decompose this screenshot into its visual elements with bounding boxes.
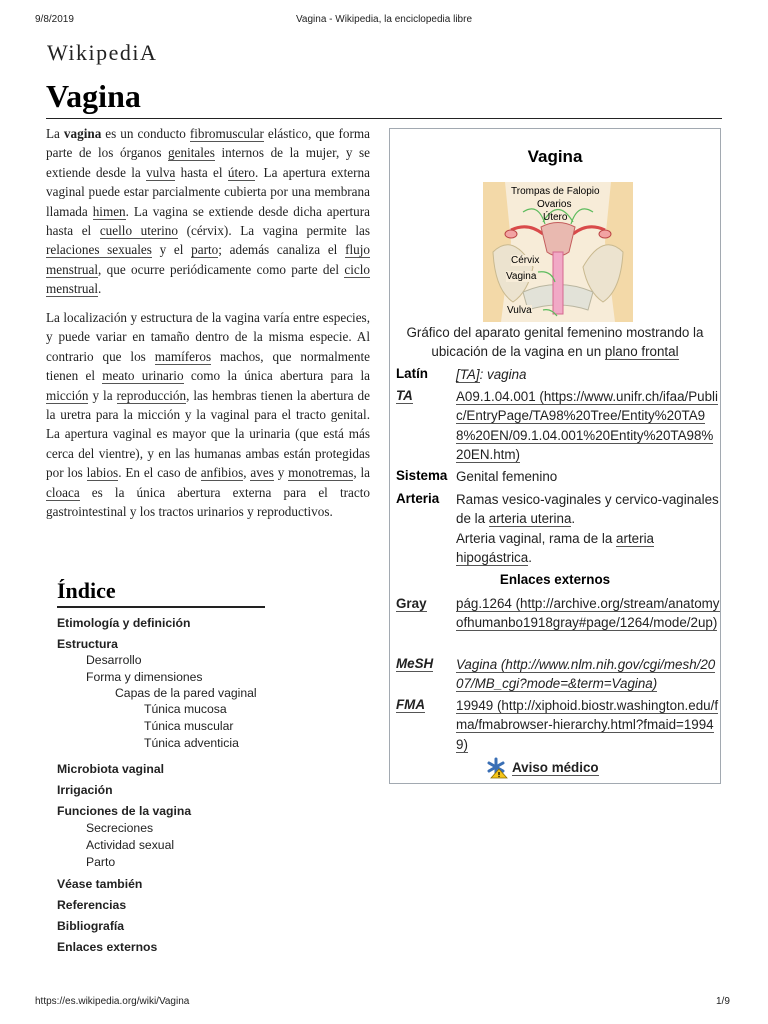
link-utero[interactable]: útero (227, 164, 255, 180)
link-labios[interactable]: labios (86, 465, 119, 481)
page-title: Vagina (46, 78, 141, 114)
diagram-label-vulva: Vulva (507, 305, 532, 316)
fma-label: FMA (396, 697, 426, 712)
sistema-label: Sistema (396, 468, 448, 483)
link-plano-frontal[interactable]: plano frontal (604, 344, 679, 360)
toc-item[interactable]: Microbiota vaginal (57, 762, 164, 776)
toc-item[interactable]: Bibliografía (57, 919, 125, 933)
toc-title: Índice (57, 578, 116, 603)
diagram-label-utero: Útero (543, 212, 568, 223)
medical-warning-icon (486, 757, 508, 779)
arteria-value: Ramas vesico-vaginales y cervico-vaginales de la arteria uterina. Arteria vaginal, rama de la arteria hipogástrica. (456, 492, 719, 566)
link-ciclo-menstrual[interactable]: ciclo menstrual (46, 261, 370, 297)
link-anfibios[interactable]: anfibios (200, 465, 244, 481)
diagram-label-ovarios: Ovarios (537, 199, 572, 210)
toc-item[interactable]: Túnica adventicia (144, 736, 239, 750)
link-miccion[interactable]: micción (46, 387, 89, 403)
footer-url: https://es.wikipedia.org/wiki/Vagina (35, 996, 190, 1007)
toc-item[interactable]: Túnica mucosa (144, 702, 227, 716)
print-doc-title: Vagina - Wikipedia, la enciclopedia libre (295, 14, 473, 25)
link-parto[interactable]: parto (191, 242, 219, 258)
mesh-label: MeSH (396, 656, 434, 671)
toc-item[interactable]: Funciones de la vagina (57, 804, 192, 818)
diagram-label-vagina: Vagina (506, 271, 537, 282)
link-monotremas[interactable]: monotremas (288, 465, 354, 481)
ta-label: TA (396, 388, 413, 403)
link-arteria-hipogastrica[interactable]: arteria hipogástrica (456, 530, 654, 566)
link-flujo-menstrual[interactable]: flujo menstrual (46, 242, 370, 277)
toc-item[interactable]: Secreciones (86, 821, 154, 835)
sistema-value: Genital femenino (456, 469, 558, 484)
link-vulva[interactable]: vulva (146, 164, 176, 180)
intro-paragraph-2: La localización y estructura de la vagina varía entre especies, y puede variar en tamaño dentro de la misma especie. Al contrario que los mamíferos machos, que normalmente tienen el meato urinario como la única abertura para la micción y la reproducción, las hembras tienen la abertura de la uretra para la micción y la vaginal para el tracto genital. La apertura vaginal es mayor que la urinaria (que está más cerca del vientre), y en las humanas ambas están protegidas por los labios. En el caso de anfibios, aves y monotremas, la cloaca es la única abertura externa para el tracto gastrointestinal y los tractos urinarios y reproductivos. (46, 310, 371, 520)
diagram-label-cervix: Cérvix (511, 255, 540, 266)
link-ta[interactable]: [TA] (456, 367, 480, 382)
latin-value: [TA]: vagina (456, 367, 527, 382)
toc-item[interactable]: Etimología y definición (57, 616, 191, 630)
page-number: 1/9 (716, 996, 730, 1007)
toc-item[interactable]: Desarrollo (86, 653, 142, 667)
link-ta-url[interactable]: A09.1.04.001 (https://www.unifr.ch/ifaa/Public/EntryPage/TA98%20Tree/Entity%20TA98%20EN/09.1.04.001%20Entity%20TA98%20EN.htm) (456, 389, 719, 463)
link-relaciones-sexuales[interactable]: relaciones sexuales (46, 242, 152, 258)
toc-item[interactable]: Enlaces externos (57, 940, 158, 954)
link-mamiferos[interactable]: mamíferos (154, 348, 212, 364)
mesh-value (456, 655, 720, 694)
ta-value (456, 387, 720, 465)
toc-item[interactable]: Véase también (57, 877, 143, 891)
link-himen[interactable]: himen (92, 203, 126, 219)
toc-item[interactable]: Parto (86, 855, 116, 869)
toc-item[interactable]: Irrigación (57, 783, 113, 797)
intro-paragraph-1: La vagina es un conducto fibromuscular elástico, que forma parte de los órganos genitales internos de la mujer, y se extiende desde la vulva hasta el útero. La apertura externa vaginal puede estar parcialmente cubierta por una membrana llamada himen. La vagina se extiende desde dicha apertura hasta el cuello uterino (cérvix). La vagina permite las relaciones sexuales y el parto; además canaliza el flujo menstrual, que ocurre periódicamente como parte del ciclo menstrual. (46, 126, 370, 297)
fma-value (456, 696, 720, 754)
diagram-caption: Gráfico del aparato genital femenino mostrando la ubicación de la vagina en un plano frontal (406, 325, 704, 360)
diagram-label-trompas: Trompas de Falopio (511, 186, 600, 197)
link-arteria-uterina[interactable]: arteria uterina (488, 511, 572, 527)
toc-item[interactable]: Actividad sexual (86, 838, 175, 852)
gray-value (456, 594, 720, 633)
link-fma-url[interactable]: 19949 (http://xiphoid.biostr.washington.edu/fma/fmabrowser-hierarchy.html?fmaid=19949) (456, 698, 719, 752)
toc-item[interactable]: Capas de la pared vaginal (115, 686, 257, 700)
link-aves[interactable]: aves (250, 465, 274, 481)
link-gray-url[interactable]: pág.1264 (http://archive.org/stream/anatomyofhumanbo1918gray#page/1264/mode/2up) (456, 596, 720, 631)
latin-label: Latín (396, 366, 428, 381)
link-fibromuscular[interactable]: fibromuscular (189, 126, 264, 141)
toc-item[interactable]: Forma y dimensiones (86, 670, 203, 684)
link-reproduccion[interactable]: reproducción (116, 387, 187, 403)
toc-item[interactable]: Referencias (57, 898, 127, 912)
link-mesh-url[interactable]: Vagina (http://www.nlm.nih.gov/cgi/mesh/2007/MB_cgi?mode=&term=Vagina) (456, 657, 716, 692)
bold-term: vagina (63, 126, 102, 141)
toc-item[interactable]: Túnica muscular (144, 719, 234, 733)
gray-label: Gray (396, 596, 427, 611)
toc-item[interactable]: Estructura (57, 637, 118, 651)
link-cuello-uterino[interactable]: cuello uterino (99, 223, 178, 239)
infobox-title: Vagina (527, 147, 583, 166)
infobox (389, 128, 721, 784)
title-divider (46, 118, 722, 119)
link-meato-urinario[interactable]: meato urinario (102, 368, 184, 384)
link-genitales[interactable]: genitales (168, 145, 215, 161)
toc-divider (57, 606, 265, 608)
wikipedia-logo[interactable]: WikipediA (47, 40, 158, 65)
arteria-label: Arteria (396, 491, 440, 506)
enlaces-externos-heading: Enlaces externos (499, 572, 611, 587)
aviso-medico-link[interactable]: Aviso médico (512, 760, 599, 775)
print-date: 9/8/2019 (35, 14, 74, 25)
link-cloaca[interactable]: cloaca (46, 484, 80, 500)
